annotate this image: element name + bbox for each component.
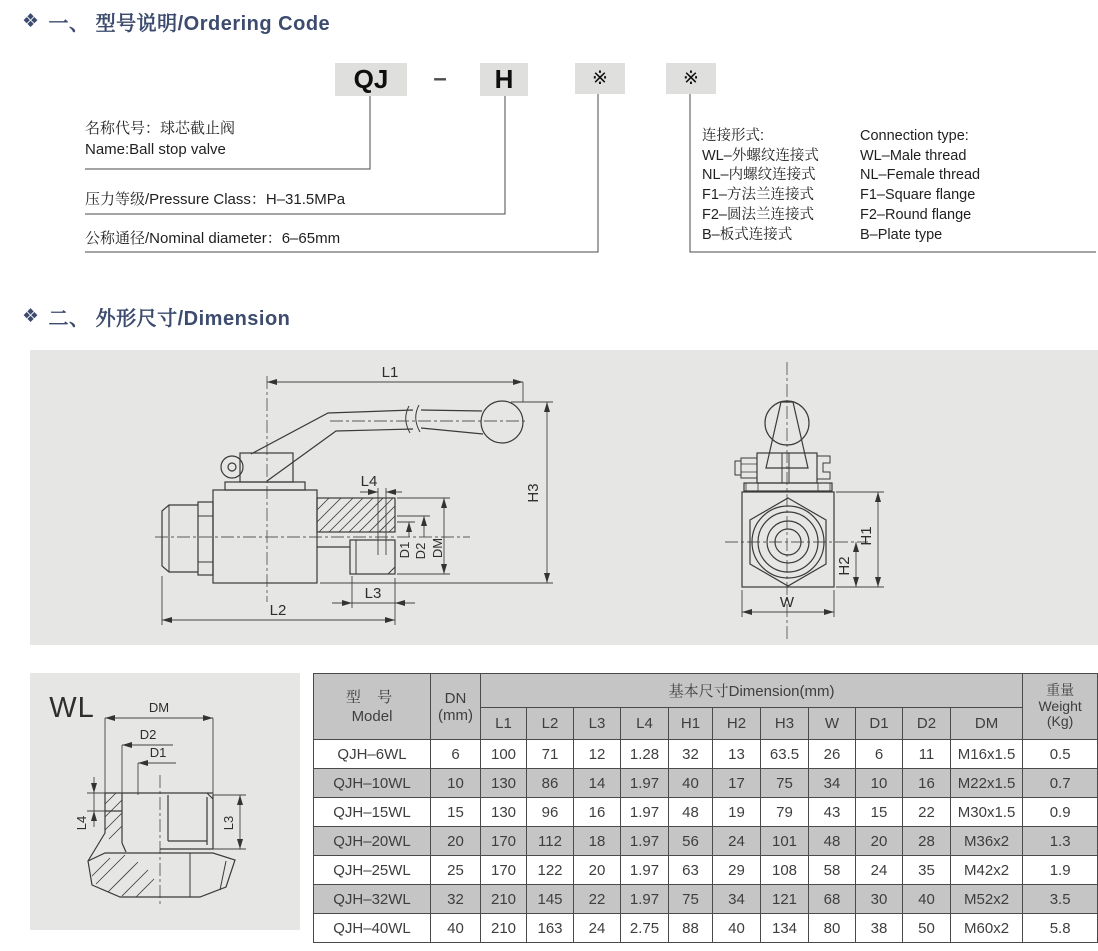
sub-header-L3: L3 [574,708,621,740]
model-cell: QJH–10WL [314,769,431,798]
value-cell: 19 [713,798,761,827]
value-cell: 40 [903,885,951,914]
table-row [314,885,1098,914]
code-box-diameter: ※ [575,63,625,94]
value-cell: 130 [481,798,527,827]
value-cell: 26 [809,740,856,769]
value-cell: 63 [669,856,713,885]
value-cell: 48 [809,827,856,856]
value-cell: 25 [431,856,481,885]
model-cell: QJH–15WL [314,798,431,827]
sub-header-H1: H1 [669,708,713,740]
dn-header-line2: (mm) [438,706,473,724]
value-cell: 58 [809,856,856,885]
value-cell: 18 [574,827,621,856]
value-cell: 130 [481,769,527,798]
value-cell: 22 [903,798,951,827]
value-cell: M22x1.5 [951,769,1023,798]
value-cell: 79 [761,798,809,827]
value-cell: 86 [527,769,574,798]
table-row [314,827,1098,856]
model-cell: QJH–20WL [314,827,431,856]
value-cell: 145 [527,885,574,914]
table-row [314,856,1098,885]
sub-header-W: W [809,708,856,740]
value-cell: 0.9 [1023,798,1098,827]
diamond-bullet-icon: ❖ [22,11,40,32]
legend-line: F1–Square flange [860,187,976,204]
callout-name [85,118,235,160]
value-cell: 1.97 [621,769,669,798]
sub-header-D1: D1 [856,708,903,740]
value-cell: 1.97 [621,856,669,885]
value-cell: 5.8 [1023,914,1098,943]
weight-header-unit: (Kg) [1046,713,1074,730]
value-cell: 2.75 [621,914,669,943]
value-cell: 22 [574,885,621,914]
front-view-drawing [735,401,834,587]
dimension-drawing-panel [30,350,1098,645]
model-cell: QJH–40WL [314,914,431,943]
dim-label-L4: L4 [74,815,89,831]
code-box-series: QJ [335,63,407,96]
value-cell: 17 [713,769,761,798]
table-row [314,769,1098,798]
callout-pressure-class: 压力等级/Pressure Class：H–31.5MPa [85,191,346,208]
value-cell: 122 [527,856,574,885]
value-cell: 210 [481,914,527,943]
legend-line: B–板式连接式 [702,226,793,243]
value-cell: 30 [856,885,903,914]
section-dimension-title-text: 二、 外形尺寸/Dimension [48,308,291,330]
sub-header-DM: DM [951,708,1023,740]
value-cell: 1.97 [621,885,669,914]
value-cell: M16x1.5 [951,740,1023,769]
diamond-bullet-icon: ❖ [22,306,40,327]
connection-type-en-column [860,127,980,245]
dim-label-L3: L3 [364,585,382,602]
legend-line: NL–内螺纹连接式 [702,167,816,184]
value-cell: 210 [481,885,527,914]
value-cell: 40 [669,769,713,798]
value-cell: 10 [431,769,481,798]
legend-line: 连接形式: [702,128,765,144]
value-cell: 32 [669,740,713,769]
section-ordering-title-text: 一、 型号说明/Ordering Code [48,13,331,35]
legend-line: NL–Female thread [860,167,981,184]
model-header-zh: 型 号 [345,688,399,706]
dimension-table-container [313,673,1098,943]
dim-label-DM: DM [430,537,445,559]
sub-header-L2: L2 [527,708,574,740]
value-cell: 24 [856,856,903,885]
dim-label-W: W [779,594,795,611]
dim-label-H1: H1 [858,526,875,546]
value-cell: 71 [527,740,574,769]
legend-line: WL–外螺纹连接式 [702,147,819,164]
value-cell: 170 [481,827,527,856]
dim-label-L2: L2 [269,602,287,619]
model-cell: QJH–25WL [314,856,431,885]
value-cell: 101 [761,827,809,856]
code-separator: – [433,65,447,92]
value-cell: 0.7 [1023,769,1098,798]
value-cell: 24 [574,914,621,943]
table-row [314,914,1098,943]
weight-header-en: Weight [1038,697,1082,714]
value-cell: 134 [761,914,809,943]
sub-header-D2: D2 [903,708,951,740]
dim-label-L4: L4 [360,473,378,490]
legend-line: F2–Round flange [860,206,972,223]
value-cell: 6 [431,740,481,769]
value-cell: M36x2 [951,827,1023,856]
value-cell: 88 [669,914,713,943]
value-cell: 1.3 [1023,827,1098,856]
legend-line: B–Plate type [860,226,943,243]
value-cell: 34 [809,769,856,798]
value-cell: 56 [669,827,713,856]
value-cell: 63.5 [761,740,809,769]
dimension-table [313,673,1098,943]
wl-detail-panel [30,673,300,930]
value-cell: 100 [481,740,527,769]
value-cell: 108 [761,856,809,885]
value-cell: M42x2 [951,856,1023,885]
value-cell: 15 [431,798,481,827]
value-cell: 75 [669,885,713,914]
side-view-drawing [162,401,523,583]
value-cell: 0.5 [1023,740,1098,769]
value-cell: 50 [903,914,951,943]
value-cell: 163 [527,914,574,943]
column-header-dn [431,674,481,740]
value-cell: 75 [761,769,809,798]
value-cell: 43 [809,798,856,827]
value-cell: 68 [809,885,856,914]
dim-label-DM: DM [148,700,170,715]
value-cell: 28 [903,827,951,856]
model-header-en: Model [351,707,393,725]
sub-header-L4: L4 [621,708,669,740]
dn-header-line1: DN [444,689,467,707]
value-cell: 11 [903,740,951,769]
callout-name-zh: 名称代号：球芯截止阀 [85,120,236,137]
value-cell: 20 [856,827,903,856]
value-cell: 12 [574,740,621,769]
column-header-model [314,674,431,740]
value-cell: 112 [527,827,574,856]
valve-dimension-drawing [30,350,1098,645]
callout-nominal-diameter: 公称通径/Nominal diameter：6–65mm [85,230,341,247]
value-cell: 38 [856,914,903,943]
section-hatching [317,498,395,532]
value-cell: 1.97 [621,827,669,856]
dim-label-D2: D2 [139,727,157,742]
wl-connection-drawing [30,673,300,930]
legend-line: WL–Male thread [860,147,967,164]
value-cell: 3.5 [1023,885,1098,914]
value-cell: 15 [856,798,903,827]
value-cell: 20 [431,827,481,856]
dim-label-L1: L1 [381,364,399,381]
value-cell: 16 [903,769,951,798]
value-cell: 40 [713,914,761,943]
value-cell: M52x2 [951,885,1023,914]
value-cell: 13 [713,740,761,769]
value-cell: 1.97 [621,798,669,827]
value-cell: 1.9 [1023,856,1098,885]
value-cell: 48 [669,798,713,827]
value-cell: 10 [856,769,903,798]
value-cell: 40 [431,914,481,943]
dim-label-D1: D1 [397,541,412,559]
value-cell: 29 [713,856,761,885]
column-header-weight [1023,674,1098,740]
table-row [314,798,1098,827]
value-cell: 35 [903,856,951,885]
value-cell: 32 [431,885,481,914]
sub-header-H2: H2 [713,708,761,740]
dim-label-D2: D2 [413,542,428,560]
column-header-dimension-group: 基本尺寸Dimension(mm) [481,674,1023,708]
value-cell: 20 [574,856,621,885]
value-cell: 34 [713,885,761,914]
dim-label-L3: L3 [221,815,236,831]
callout-name-en: Name:Ball stop valve [85,141,226,158]
value-cell: 96 [527,798,574,827]
legend-line: F1–方法兰连接式 [702,187,814,204]
value-cell: 16 [574,798,621,827]
section-dimension-title [22,302,290,331]
legend-line: Connection type: [860,128,969,144]
value-cell: M30x1.5 [951,798,1023,827]
legend-line: F2–圆法兰连接式 [702,206,814,223]
value-cell: 14 [574,769,621,798]
connection-type-zh-column [702,127,860,245]
code-box-pressure: H [480,63,528,96]
value-cell: 24 [713,827,761,856]
value-cell: 80 [809,914,856,943]
sub-header-H3: H3 [761,708,809,740]
table-row [314,740,1098,769]
value-cell: 6 [856,740,903,769]
weight-header-zh: 重量 [1046,682,1075,699]
wl-detail-title: WL [49,692,95,724]
code-box-connection: ※ [666,63,716,94]
sub-header-L1: L1 [481,708,527,740]
model-cell: QJH–6WL [314,740,431,769]
value-cell: 1.28 [621,740,669,769]
value-cell: 121 [761,885,809,914]
dim-label-H2: H2 [836,556,853,576]
dim-label-H3: H3 [525,483,542,503]
value-cell: M60x2 [951,914,1023,943]
value-cell: 170 [481,856,527,885]
dimension-table-body [314,740,1098,943]
dim-label-D1: D1 [149,745,167,760]
connection-type-legend [702,127,980,245]
model-cell: QJH–32WL [314,885,431,914]
